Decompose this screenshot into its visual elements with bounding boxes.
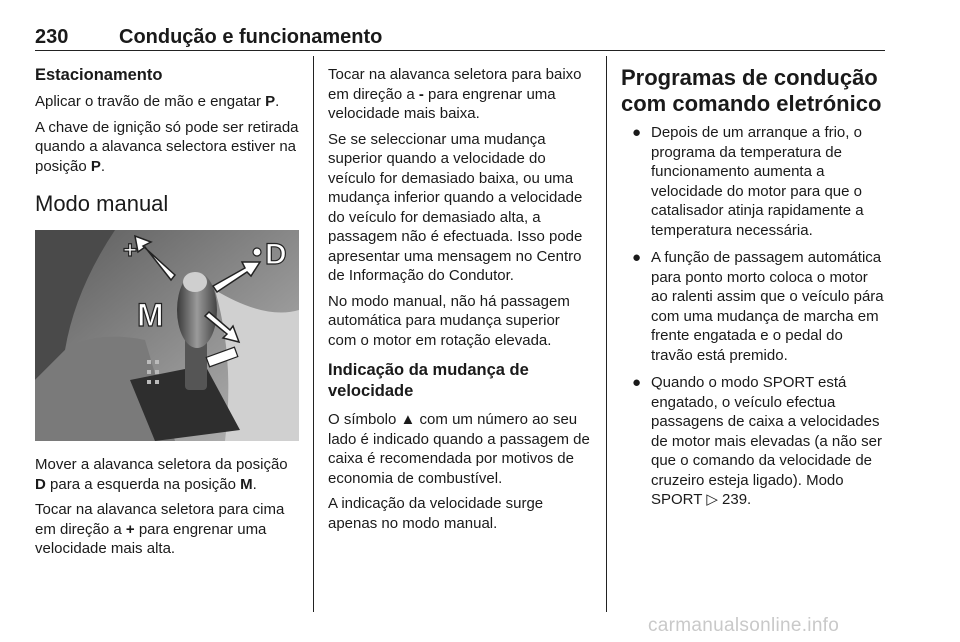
header-rule (35, 50, 885, 51)
gear-selector-photo (35, 230, 299, 441)
chapter-title: Condução e funcionamento (119, 26, 383, 48)
list-item: ● Quando o modo SPORT está engatado, o veículo efectua passagens de caixa a velocidades de motor mais elevadas (a não ser que o comando da velocidade de cruzeiro esteja ligado). Modo SPORT ▷ 239. (632, 374, 882, 508)
paragraph-downshift: Tocar na alavanca seletora para baixo em direção a - para engrenar uma velocidade mais baixa. (328, 66, 582, 122)
plus-label: + (123, 237, 138, 264)
shift-up-icon: ▲ (400, 411, 416, 428)
paragraph-gear-protection: Se se seleccionar uma mudança superior quando a velocidade do veículo for demasiado baixa, ou uma mudança inferior quando a velocidade do veículo for demasiado alta, a passagem não é efectuada. Isso pode apresentar uma mensagem no Centro de Informação do Condutor. (328, 130, 583, 284)
page-reference[interactable]: 239. (717, 491, 752, 508)
watermark: carmanualsonline.info (648, 615, 840, 636)
drive-program-list (621, 123, 886, 510)
bullet-icon: ● (632, 249, 642, 266)
d-label: D (265, 238, 287, 271)
page-header (35, 26, 885, 52)
bullet-icon: ● (632, 374, 642, 391)
heading-manual-mode: Modo manual (35, 191, 169, 216)
page-number: 230 (35, 26, 69, 48)
list-item: ● Depois de um arranque a frio, o programa da temperatura de funcionamento aumenta a velocidade do motor para que o catalisador atinja rapidamente a temperatura necessária. (632, 124, 864, 239)
bullet-icon: ● (632, 124, 642, 141)
paragraph-no-auto-upshift: No modo manual, não há passagem automática para mudança superior com o motor em rotação elevada. (328, 292, 570, 349)
paragraph-parking-1: Aplicar o travão de mão e engatar P. (35, 93, 280, 110)
column-3 (621, 65, 886, 518)
heading-gear-indicator: Indicação da mudança de velocidade (328, 361, 529, 400)
column-divider-2 (606, 56, 607, 612)
column-divider-1 (313, 56, 314, 612)
list-item: ● A função de passagem automática para ponto morto coloca o motor ao ralenti assim que o veículo pára com uma mudança de marcha em frente engatada e o pedal do travão está premido. (632, 249, 884, 364)
page-reference-icon: ▷ (706, 491, 718, 508)
heading-drive-programs: Programas de condução com comando eletrónico (621, 65, 882, 116)
column-1 (35, 65, 299, 565)
m-label: M (137, 297, 164, 333)
paragraph-gear-indicator: O símbolo ▲ com um número ao seu lado é indicado quando a passagem de caixa é recomendada por motivos de economia de combustível. (328, 411, 590, 487)
paragraph-manual-only: A indicação da velocidade surge apenas no modo manual. (328, 495, 544, 532)
paragraph-parking-2: A chave de ignição só pode ser retirada quando a alavanca selectora estiver na posição P. (35, 118, 299, 175)
paragraph-manual-1: Mover a alavanca seletora da posição D para a esquerda na posição M. (35, 456, 288, 493)
paragraph-manual-2: Tocar na alavanca seletora para cima em direção a + para engrenar uma velocidade mais alta. (35, 501, 285, 557)
heading-parking: Estacionamento (35, 66, 163, 84)
column-2 (328, 65, 592, 539)
